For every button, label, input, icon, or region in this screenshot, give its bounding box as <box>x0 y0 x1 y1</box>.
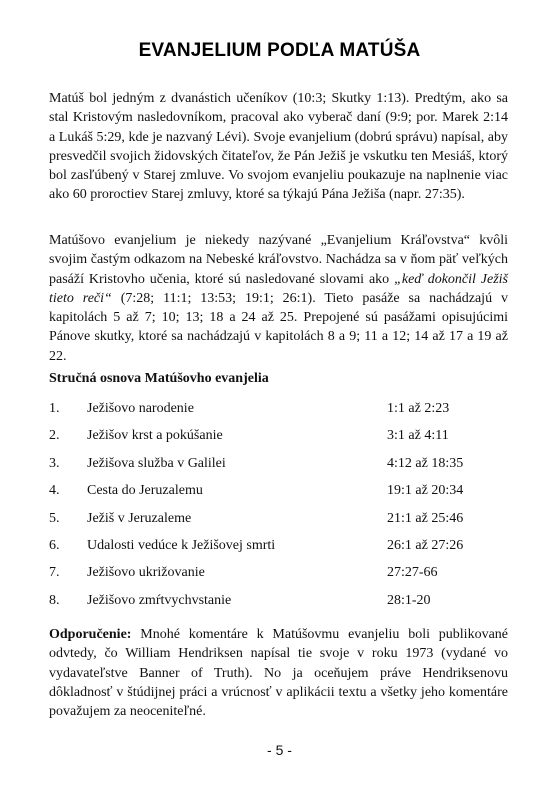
outline-topic: Ježišovo narodenie <box>87 401 194 416</box>
outline-topic: Cesta do Jeruzalemu <box>87 483 203 499</box>
outline-reference: 1:1 až 2:23 <box>387 401 450 416</box>
outline-topic: Ježišovo ukrižovanie <box>87 565 205 581</box>
outline-number: 6. <box>49 537 60 553</box>
outline-reference: 26:1 až 27:26 <box>387 537 464 553</box>
outline-number: 2. <box>49 428 60 444</box>
intro-paragraph: Matúš bol jedným z dvanástich učeníkov (10:3; Skutky 1:13). Predtým, ako sa stal Kristovým nasledovníkom, pracoval ako vyberač daní (9:9; por. Marek 2:14 a Lukáš 5:29, kde je nazvaný Lévi). Svoje evanjelium (dobrú správu) napísal, aby presvedčil svojich židovských čitateľov, že Pán Ježiš je vskutku ten Mesiáš, ktorý bol zasľúbený v Starej zmluve. Vo svojom evanjeliu poukazuje na naplnenie viac ako 60 proroctiev Starej zmluvy, ktoré sa týkajú Pána Ježiša (napr. 27:35). <box>49 91 508 203</box>
outline-reference: 21:1 až 25:46 <box>387 510 464 526</box>
outline-topic: Udalosti vedúce k Ježišovej smrti <box>87 537 276 553</box>
kingdom-text-after: (7:28; 11:1; 13:53; 19:1; 26:1). Tieto pasáže sa nachádzajú v kapitolách 5 až 7; 10; 13; 18 a 24 až 25. Prepojené sú pasážami opisujúcimi Pánove skutky, ktoré sa nachádzajú v kapitolách 8 a 9; 11 a 12; 14 až 17 a 19 až 22. <box>49 290 508 364</box>
outline-number: 5. <box>49 510 60 526</box>
outline-row <box>49 481 509 508</box>
outline-reference: 27:27-66 <box>387 565 438 581</box>
outline-number: 7. <box>49 565 60 581</box>
outline-row <box>49 591 509 618</box>
kingdom-paragraph <box>49 231 508 366</box>
page-title: EVANJELIUM PODĽA MATÚŠA <box>138 40 421 61</box>
outline-topic: Ježišov krst a pokúšanie <box>87 428 223 444</box>
outline-reference: 4:12 až 18:35 <box>387 455 464 471</box>
outline-number: 4. <box>49 483 60 499</box>
outline-number: 1. <box>49 401 60 416</box>
outline-reference: 19:1 až 20:34 <box>387 483 464 499</box>
outline-topic: Ježišovo zmŕtvychvstanie <box>87 592 232 608</box>
outline-heading: Stručná osnova Matúšovho evanjelia <box>49 371 269 386</box>
outline-row <box>49 536 509 563</box>
recommendation-label: Odporučenie: <box>49 627 132 642</box>
recommendation-text: Mnohé komentáre k Matúšovmu evanjeliu boli publikované odvtedy, čo William Hendriksen napísal tie svoje v roku 1973 (vydané vo vydavateľstve Banner of Truth). No ja oceňujem práve Hendriksenovu dôkladnosť v štúdijnej práci a vrúcnosť v aplikácii textu a všetky jeho komentáre považujem za neoceniteľné. <box>49 627 508 720</box>
recommendation-paragraph <box>49 625 508 721</box>
kingdom-text-before: Matúšovo evanjelium je niekedy nazývané „Evanjelium Kráľovstva“ kvôli svojim častým odkazom na Nebeské kráľovstvo. Nachádza sa v ňom päť veľkých pasáží Kristovho učenia, ktoré sú nasledované slovami ako <box>49 233 508 287</box>
page-number: - 5 - <box>267 742 292 758</box>
outline-topic: Ježiš v Jeruzaleme <box>87 510 192 526</box>
outline-row <box>49 399 509 426</box>
outline-number: 3. <box>49 455 60 471</box>
outline-reference: 3:1 až 4:11 <box>387 428 449 444</box>
outline-topic: Ježišova služba v Galilei <box>87 455 226 471</box>
outline-row <box>49 563 509 590</box>
outline-row <box>49 509 509 536</box>
outline-row <box>49 426 509 453</box>
outline-row <box>49 454 509 481</box>
outline-number: 8. <box>49 592 60 608</box>
kingdom-quote: „keď dokončil Ježiš tieto reči“ <box>49 271 509 306</box>
outline-reference: 28:1-20 <box>387 592 431 608</box>
outline-list <box>49 399 509 618</box>
